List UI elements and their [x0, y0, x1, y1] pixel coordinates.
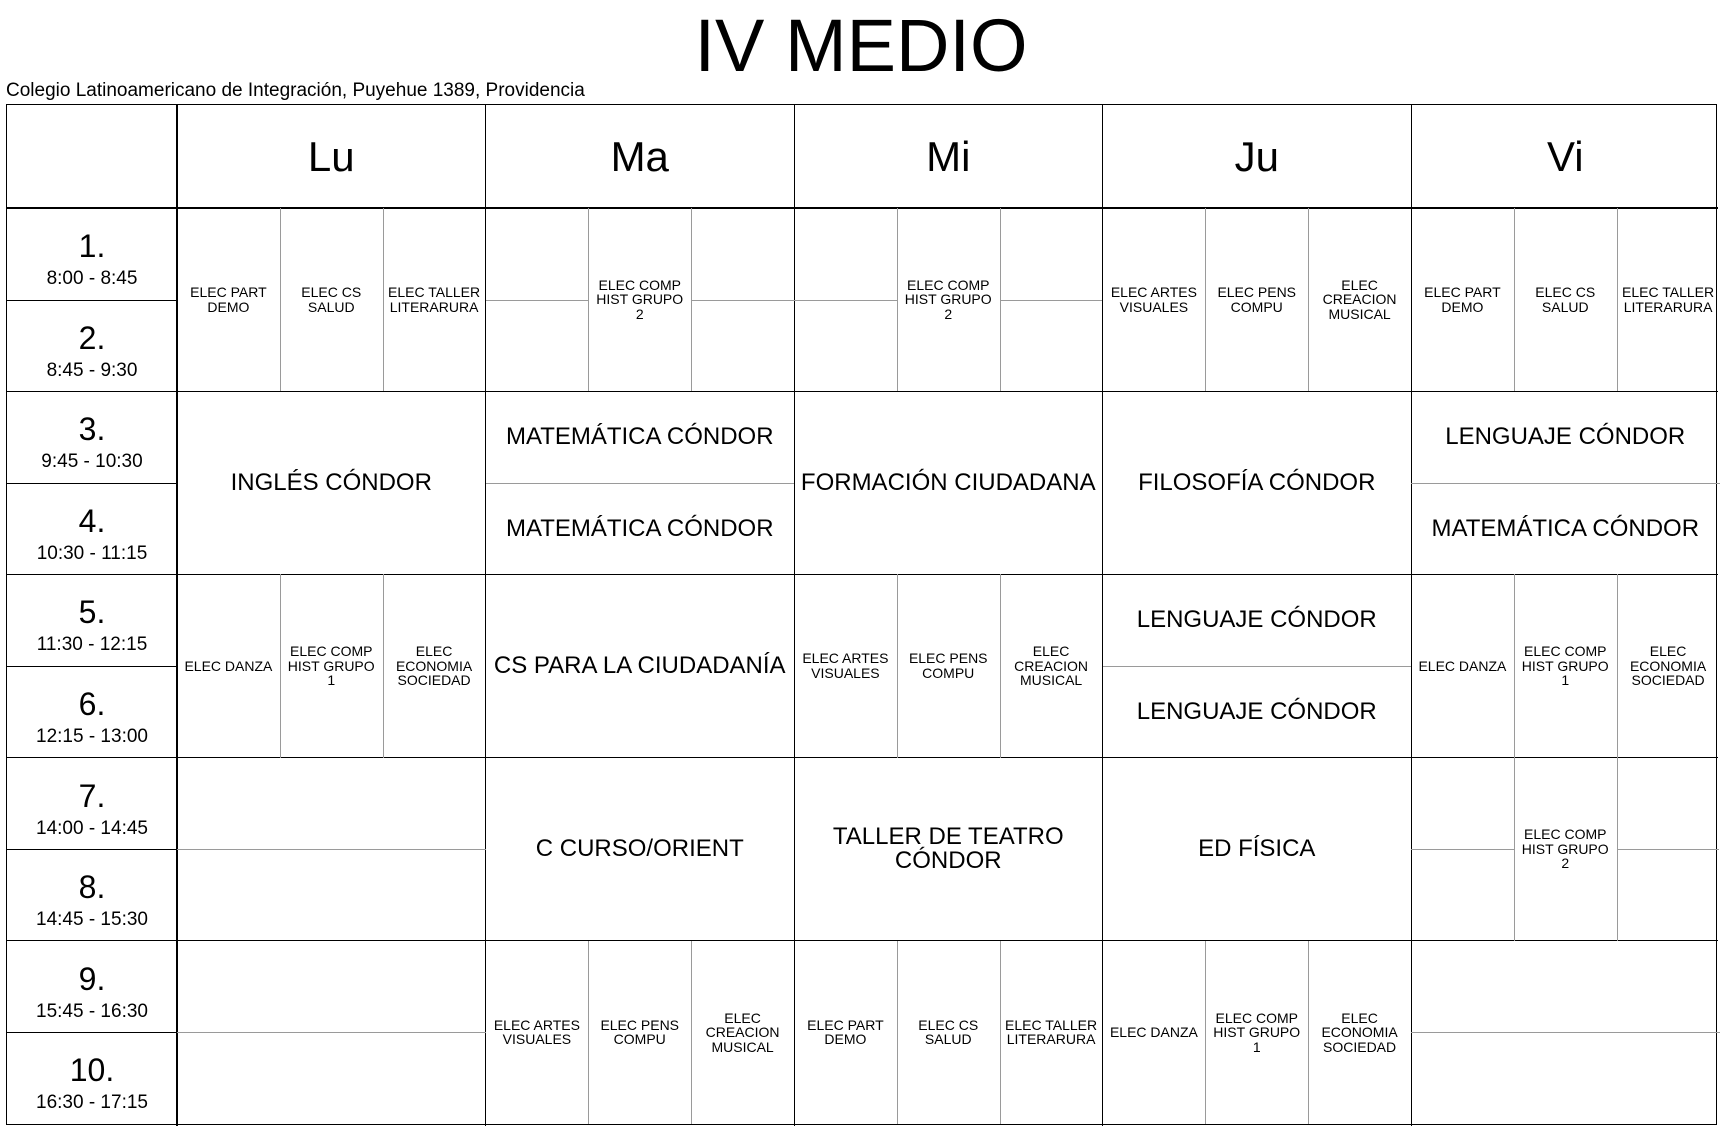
period-time: 16:30 - 17:15	[36, 1092, 148, 1114]
empty-slot	[1411, 941, 1720, 1033]
slot-divider	[1000, 300, 1103, 301]
elective-cell: ELEC ECONOMIA SOCIEDAD	[1629, 643, 1707, 689]
period-number: 8.	[78, 869, 106, 906]
elective-cell: ELEC COMP HIST GRUPO 2	[904, 276, 992, 322]
subcolumn-divider	[383, 574, 384, 757]
elective-cell: ELEC PART DEMO	[190, 284, 267, 315]
day-header-mi: Mi	[926, 132, 971, 180]
period-time: 15:45 - 16:30	[36, 1000, 148, 1022]
subject-cell: LENGUAJE CÓNDOR	[1136, 697, 1377, 725]
elective-cell: ELEC CS SALUD	[918, 1016, 979, 1048]
period-time: 8:45 - 9:30	[46, 359, 138, 381]
elective-cell: ELEC PENS COMPU	[908, 650, 988, 681]
period-divider	[7, 666, 177, 667]
subject-cell: FILOSOFÍA CÓNDOR	[1138, 468, 1376, 496]
subcolumn-divider	[691, 941, 692, 1124]
slot-divider	[1617, 849, 1720, 850]
slot-divider	[177, 849, 486, 850]
subject-cell: CS PARA LA CIUDADANÍA	[493, 651, 786, 679]
elective-cell: ELEC ARTES VISUALES	[493, 1016, 580, 1048]
elective-cell: ELEC PENS COMPU	[1217, 284, 1297, 315]
elective-cell: ELEC TALLER LITERARURA	[388, 284, 481, 315]
elective-cell: ELEC PENS COMPU	[600, 1016, 680, 1048]
slot-divider	[1411, 849, 1514, 850]
period-divider	[7, 300, 177, 301]
period-divider	[7, 483, 177, 484]
elective-cell: ELEC CS SALUD	[1535, 284, 1596, 315]
elective-cell: ELEC CREACION MUSICAL	[1322, 276, 1397, 322]
elective-cell: ELEC CREACION MUSICAL	[705, 1009, 780, 1055]
subcolumn-divider	[1308, 941, 1309, 1124]
elective-cell: ELEC COMP HIST GRUPO 1	[1213, 1009, 1301, 1055]
slot-divider	[1411, 1032, 1720, 1033]
subcolumn-divider	[588, 941, 589, 1124]
empty-slot	[177, 941, 486, 1033]
elective-cell: ELEC TALLER LITERARURA	[1622, 284, 1715, 315]
elective-cell: ELEC PART DEMO	[807, 1016, 884, 1048]
subcolumn-divider	[897, 574, 898, 757]
subcolumn-divider	[1617, 208, 1618, 391]
subcolumn-divider	[1514, 758, 1515, 941]
period-time: 11:30 - 12:15	[36, 634, 148, 656]
subcolumn-divider	[1000, 574, 1001, 757]
subject-cell: INGLÉS CÓNDOR	[230, 468, 432, 496]
elective-cell: ELEC COMP HIST GRUPO 1	[1521, 643, 1609, 689]
slot-divider	[691, 300, 794, 301]
period-number: 10.	[69, 1052, 115, 1089]
empty-slot	[177, 1032, 486, 1124]
elective-cell: ELEC CREACION MUSICAL	[1014, 643, 1089, 689]
period-number: 7.	[78, 777, 106, 814]
slot-divider	[486, 300, 589, 301]
elective-cell: ELEC ARTES VISUALES	[1110, 284, 1197, 315]
subject-cell: ED FÍSICA	[1198, 835, 1316, 863]
subcolumn-divider	[1205, 208, 1206, 391]
timetable-grid	[6, 104, 1717, 1125]
period-time: 8:00 - 8:45	[46, 268, 138, 289]
subject-cell: MATEMÁTICA CÓNDOR	[505, 514, 774, 542]
slot-divider	[1103, 666, 1412, 667]
period-divider	[7, 1032, 177, 1033]
slot-divider	[177, 1032, 486, 1033]
subcolumn-divider	[1308, 208, 1309, 391]
elective-cell: ELEC ECONOMIA SOCIEDAD	[1321, 1009, 1398, 1055]
slot-divider	[486, 483, 795, 484]
elective-cell: ELEC ARTES VISUALES	[802, 650, 889, 681]
subcolumn-divider	[1514, 574, 1515, 757]
school-address: Colegio Latinoamericano de Integración, Puyehue 1389, Providencia	[6, 80, 585, 101]
subject-cell: LENGUAJE CÓNDOR	[1445, 422, 1686, 450]
period-number: 6.	[78, 686, 106, 722]
elective-cell: ELEC TALLER LITERARURA	[1005, 1016, 1098, 1048]
page-title: IV MEDIO	[694, 4, 1028, 87]
subcolumn-divider	[897, 208, 898, 391]
period-number: 9.	[78, 960, 106, 997]
day-header-ma: Ma	[610, 132, 669, 180]
day-header-ju: Ju	[1234, 132, 1279, 180]
subject-cell: C CURSO/ORIENT	[535, 835, 744, 863]
empty-slot	[1411, 1032, 1720, 1124]
empty-slot	[177, 849, 486, 941]
empty-slot	[177, 758, 486, 850]
period-number: 3.	[78, 411, 106, 448]
subcolumn-divider	[1617, 574, 1618, 757]
day-header-vi: Vi	[1546, 132, 1584, 180]
period-number: 2.	[78, 319, 106, 356]
subject-cell: LENGUAJE CÓNDOR	[1136, 606, 1377, 634]
elective-cell: ELEC DANZA	[184, 657, 273, 674]
slot-divider	[794, 300, 897, 301]
subcolumn-divider	[1205, 941, 1206, 1124]
elective-cell: ELEC CS SALUD	[301, 284, 362, 315]
period-time: 14:45 - 15:30	[36, 909, 148, 931]
elective-cell: ELEC PART DEMO	[1424, 284, 1501, 315]
subcolumn-divider	[897, 941, 898, 1124]
period-number: 1.	[78, 228, 106, 264]
period-time: 14:00 - 14:45	[36, 817, 148, 839]
period-time: 9:45 - 10:30	[41, 451, 143, 473]
subject-cell: MATEMÁTICA CÓNDOR	[1431, 514, 1700, 542]
subcolumn-divider	[588, 208, 589, 391]
subcolumn-divider	[280, 574, 281, 757]
day-header-lu: Lu	[307, 132, 355, 180]
subcolumn-divider	[280, 208, 281, 391]
subcolumn-divider	[1514, 208, 1515, 391]
period-time: 12:15 - 13:00	[36, 726, 148, 747]
subcolumn-divider	[1000, 941, 1001, 1124]
period-divider	[7, 849, 177, 850]
subject-cell: FORMACIÓN CIUDADANA	[800, 468, 1096, 496]
slot-divider	[1411, 483, 1720, 484]
elective-cell: ELEC DANZA	[1418, 657, 1507, 674]
elective-cell: ELEC ECONOMIA SOCIEDAD	[395, 643, 473, 689]
subject-cell: MATEMÁTICA CÓNDOR	[505, 422, 774, 450]
elective-cell: ELEC DANZA	[1109, 1024, 1198, 1041]
period-time: 10:30 - 11:15	[36, 542, 148, 564]
elective-cell: ELEC COMP HIST GRUPO 2	[596, 276, 684, 322]
subject-cell: TALLER DE TEATRO CÓNDOR	[832, 823, 1064, 875]
subcolumn-divider	[383, 208, 384, 391]
period-number: 4.	[78, 502, 106, 539]
elective-cell: ELEC COMP HIST GRUPO 2	[1521, 826, 1609, 872]
elective-cell: ELEC COMP HIST GRUPO 1	[287, 643, 375, 689]
period-number: 5.	[78, 594, 106, 631]
